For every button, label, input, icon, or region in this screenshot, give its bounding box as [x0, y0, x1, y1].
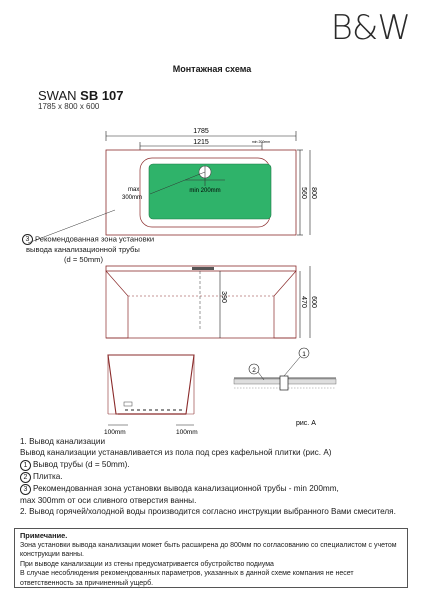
- brand-logo: B&W: [330, 8, 410, 48]
- note-item-3: 3 Рекомендованная зона установки вывода канализационной трубы - min 200mm,: [20, 483, 415, 495]
- zone-note-number: 3: [22, 234, 33, 245]
- dim-height: 600: [310, 296, 317, 308]
- zone-note: [22, 234, 182, 265]
- dim-width-inner: 560: [300, 187, 307, 199]
- note-item-1: 1 Вывод трубы (d = 50mm).: [20, 459, 415, 471]
- detail-a: [234, 348, 336, 427]
- zone-note-line2: вывода канализационной трубы: [26, 245, 140, 254]
- note-line-2: Вывод канализации устанавливается из пола под срез кафельной плитки (рис. А): [20, 448, 332, 458]
- model-series: SWAN: [38, 88, 77, 103]
- remark-line-5: ответственность за причиненный ущерб.: [20, 579, 154, 587]
- zone-note-line1: 3 Рекомендованная зона установки: [22, 234, 182, 245]
- end-right-offset: 100mm: [176, 429, 198, 436]
- zone-max-label: max: [128, 187, 140, 193]
- top-view: [28, 128, 317, 243]
- dim-inner-height: 470: [300, 296, 307, 308]
- note-item-2: 2 Плитка.: [20, 471, 415, 483]
- detail-caption: рис. А: [296, 420, 316, 427]
- remark-line-4: В случае несоблюдения рекомендованных параметров, указанных в данной схеме компания не несет: [20, 570, 354, 578]
- page-title: Монтажная схема: [172, 64, 252, 74]
- end-left-offset: 100mm: [104, 429, 126, 436]
- remark-line-3: При выводе канализации из стены предусматривается обустройство подиума: [20, 560, 274, 568]
- remark-box: [14, 528, 408, 588]
- model-code: SB 107: [80, 88, 124, 103]
- side-view: [106, 266, 317, 338]
- dim-tiny-label: min 200mm: [251, 140, 271, 144]
- dim-inner-length: 1215: [193, 139, 209, 146]
- svg-text:1: 1: [302, 351, 306, 358]
- dim-width: 800: [310, 187, 317, 199]
- remark-line-2: конструкции ванны.: [20, 551, 84, 559]
- installation-notes: [20, 436, 415, 517]
- note-line-3: 2. Вывод горячей/холодной воды производится согласно инструкции выбранного Вами смесителя.: [20, 506, 396, 516]
- note-line-1: 1. Вывод канализации: [20, 437, 106, 446]
- note-item-3b: max 300mm от оси сливного отверстия ванны.: [20, 495, 197, 505]
- zone-note-line3: (d = 50mm): [64, 255, 104, 264]
- zone-max-value: 300mm: [122, 195, 143, 201]
- end-view: [104, 355, 198, 436]
- remark-line-1: Зона установки вывода канализации может быть расширена до 800мм по согласованию со специалистом с учетом: [20, 541, 397, 549]
- zone-min-label: min 200mm: [189, 188, 221, 194]
- dim-drain-height: 390: [220, 291, 227, 303]
- dim-length: 1785: [193, 128, 209, 135]
- model-dimensions: 1785 x 800 x 600: [38, 102, 100, 111]
- remark-heading: Примечание.: [20, 531, 68, 540]
- svg-text:2: 2: [252, 367, 256, 374]
